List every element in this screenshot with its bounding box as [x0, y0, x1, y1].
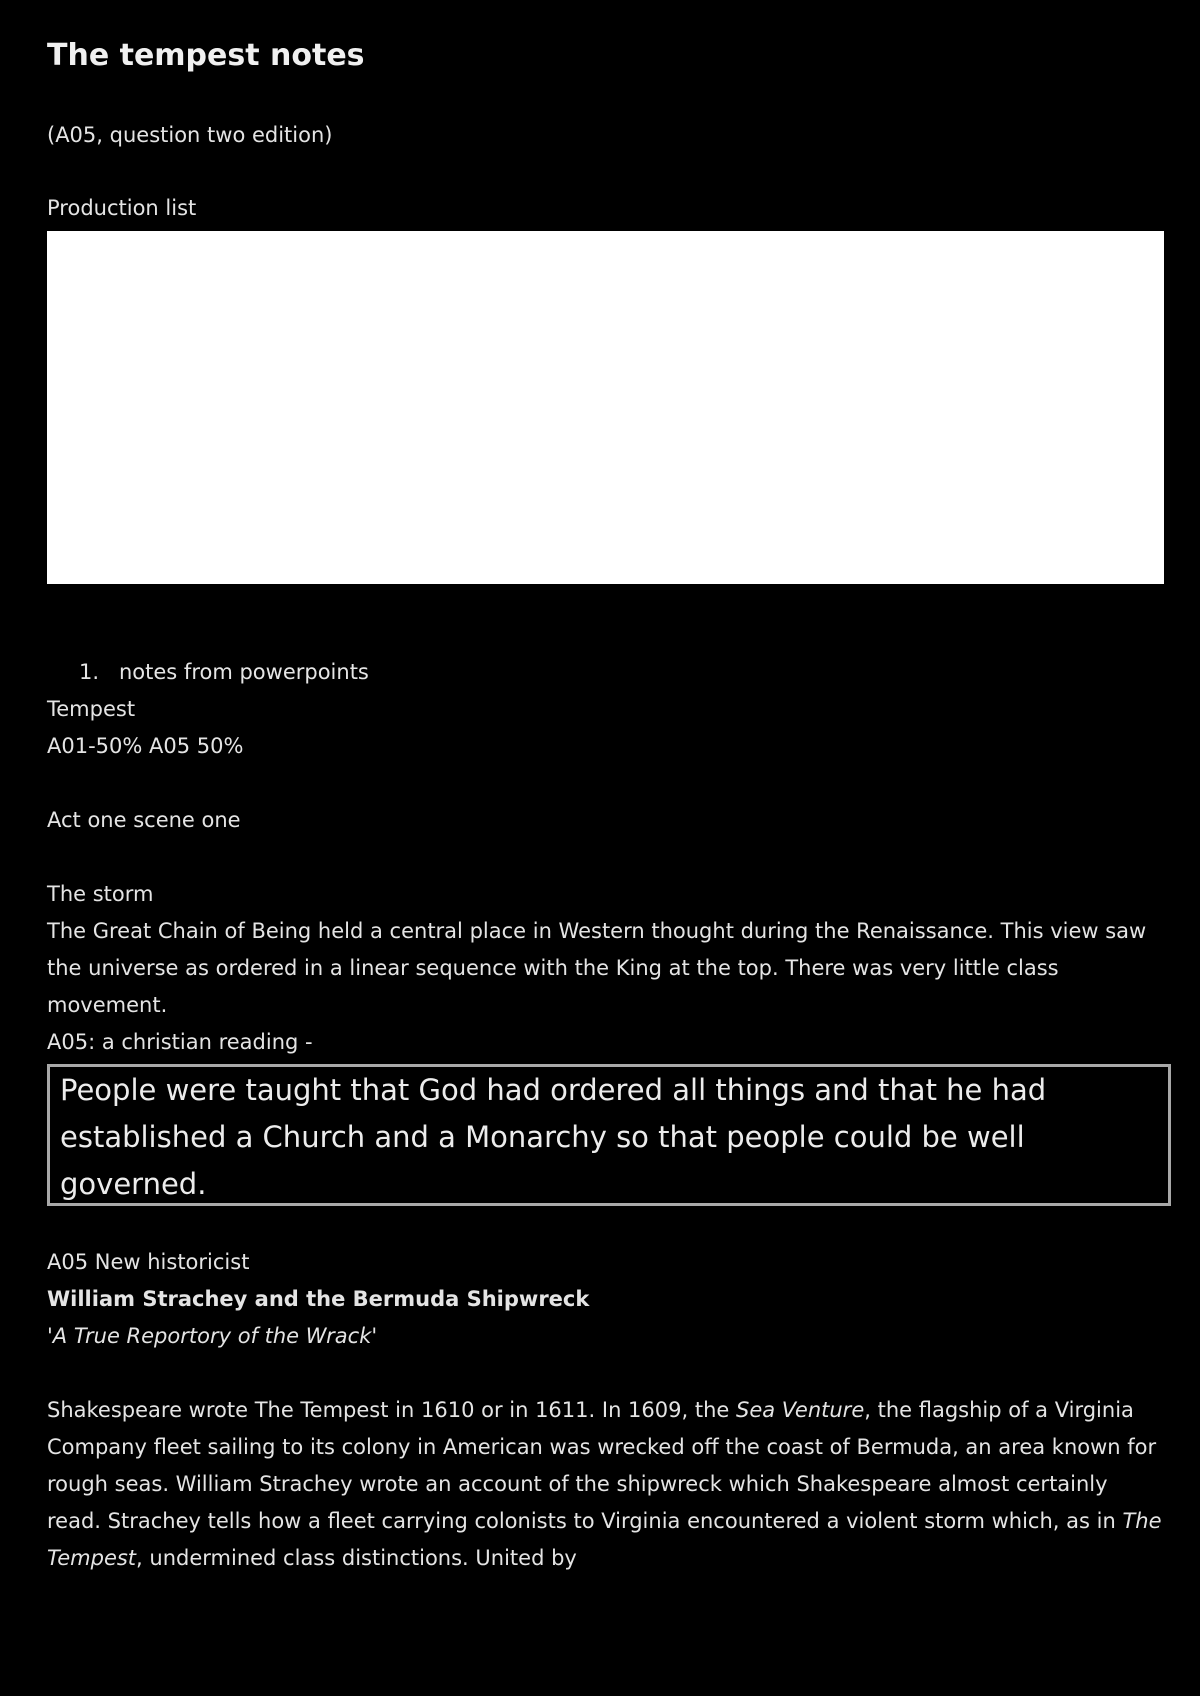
act-heading: Act one scene one: [47, 808, 241, 832]
page-title: The tempest notes: [47, 38, 365, 73]
new-historicist-label: A05 New historicist: [47, 1250, 250, 1274]
shakespeare-text-1: Shakespeare wrote The Tempest in 1610 or in 1611. In 1609, the: [47, 1398, 736, 1422]
quote-box: People were taught that God had ordered all things and that he had established a Church and a Monarchy so that people could be well governed.: [47, 1064, 1171, 1206]
list-item-text: notes from powerpoints: [119, 660, 369, 684]
shakespeare-text-3: , undermined class distinctions. United by: [136, 1546, 577, 1570]
great-chain-paragraph: The Great Chain of Being held a central place in Western thought during the Renaissance. This view saw the universe as ordered in a linear sequence with the King at the top. There was very little class movement.: [47, 919, 1147, 1017]
true-reportory-title: 'A True Reportory of the Wrack': [47, 1324, 378, 1348]
sea-venture-title: Sea Venture: [735, 1398, 865, 1422]
tempest-label: Tempest: [47, 697, 136, 721]
list-item-number: 1.: [79, 660, 100, 684]
the-tempest-title: The Tempest: [47, 1509, 1162, 1570]
storm-heading: The storm: [47, 882, 154, 906]
production-list-image: [47, 231, 1164, 584]
subtitle: (A05, question two edition): [47, 123, 333, 147]
christian-reading-label: A05: a christian reading -: [47, 1030, 313, 1054]
assessment-weighting: A01-50% A05 50%: [47, 734, 244, 758]
shakespeare-text-2: , the flagship of a Virginia Company fleet sailing to its colony in American was wrecked off the coast of Bermuda, an area known for rough seas. William Strachey wrote an account of the shipwreck which Shakespeare almost certainly read. Strachey tells how a fleet carrying colonists to Virginia encountered a violent storm which, as in: [47, 1398, 1157, 1533]
list-item: [79, 654, 369, 691]
production-list-label: Production list: [47, 196, 197, 220]
strachey-heading: William Strachey and the Bermuda Shipwreck: [47, 1287, 590, 1311]
shakespeare-paragraph: [47, 1392, 1165, 1577]
